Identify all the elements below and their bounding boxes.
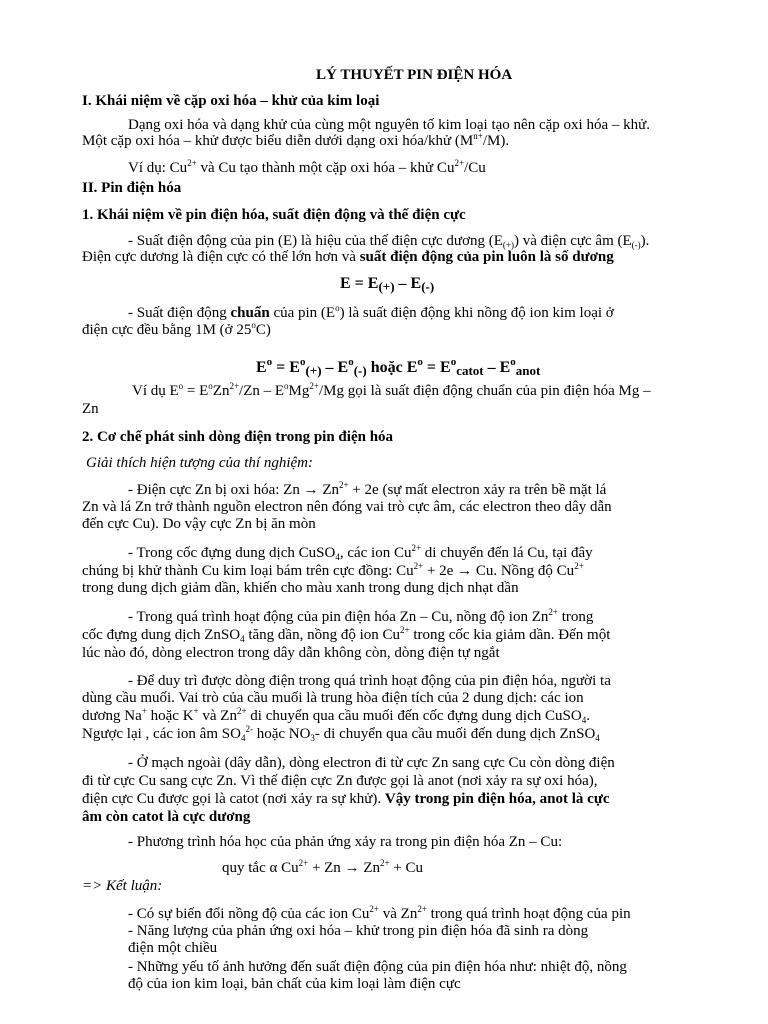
subsection-heading-2: 2. Cơ chế phát sinh dòng điện trong pin điện hóa bbox=[82, 429, 394, 445]
section-heading-1: I. Khái niệm về cặp oxi hóa – khử của kim loại bbox=[82, 93, 380, 109]
paragraph-line: cốc đựng dung dịch ZnSO$_4$ tăng dần, nồng độ ion $Cu^{2+}$ trong cốc kia giảm dần. Đến một bbox=[82, 625, 611, 644]
paragraph-line: - Trong cốc đựng dung dịch CuSO$_4$, các ion $Cu^{2+}$ di chuyển đến lá Cu, tại đây bbox=[128, 543, 593, 562]
conclusion-heading: => Kết luận: bbox=[82, 878, 163, 894]
example-line: Ví dụ $E^o = E^oZn^{2+}/Zn - E^oMg^{2+}/Mg$ gọi là suất điện động chuẩn của pin điện hóa Mg – bbox=[132, 381, 651, 399]
paragraph-line: - Điện cực Zn bị oxi hóa: $Zn \to Zn^{2+} + 2e$ (sự mất electron xảy ra trên bề mặt lá bbox=[128, 480, 607, 498]
paragraph-line: - Ở mạch ngoài (dây dẫn), dòng electron đi từ cực Zn sang cực Cu còn dòng điện bbox=[128, 755, 615, 771]
paragraph-line: Điện cực dương là điện cực có thế lớn hơn và suất điện động của pin luôn là số dương bbox=[82, 249, 614, 265]
conclusion-item: - Có sự biến đổi nồng độ của các ion $Cu^{2+}$ và $Zn^{2+}$ trong quá trình hoạt động của pin bbox=[128, 904, 631, 922]
paragraph-line: Dạng oxi hóa và dạng khử của cùng một nguyên tố kim loại tạo nên cặp oxi hóa – khử. bbox=[128, 117, 650, 133]
italic-intro: Giải thích hiện tượng của thí nghiệm: bbox=[86, 455, 313, 471]
conclusion-item: - Năng lượng của phản ứng oxi hóa – khử trong pin điện hóa đã sinh ra dòng bbox=[128, 923, 589, 939]
formula-emf: E = E(+) – E(-) bbox=[340, 275, 435, 294]
paragraph-line: âm còn catot là cực dương bbox=[82, 809, 251, 825]
paragraph-line: điện cực Cu được gọi là catot (nơi xảy ra sự khử). Vậy trong pin điện hóa, anot là cực bbox=[82, 791, 610, 807]
arrow-icon: → bbox=[457, 563, 473, 579]
paragraph-line: - Trong quá trình hoạt động của pin điện hóa Zn – Cu, nồng độ ion $Zn^{2+}$ trong bbox=[128, 607, 594, 625]
paragraph-line: trong dung dịch giảm dần, khiến cho màu xanh trong dung dịch nhạt dần bbox=[82, 580, 519, 596]
conclusion-item: điện một chiều bbox=[128, 940, 218, 956]
paragraph-line: dương Na+ hoặc K+ và $Zn^{2+}$ di chuyển qua cầu muối đến cốc đựng dung dịch CuSO$_4$. bbox=[82, 706, 590, 725]
paragraph-line: lúc nào đó, dòng electron trong dây dẫn không còn, dòng điện tự ngắt bbox=[82, 645, 500, 661]
arrow-icon: → bbox=[303, 482, 319, 498]
paragraph-line: Ngược lại , các ion âm $SO_4^{2-}$ hoặc $NO_3-$ di chuyển qua cầu muối đến dung dịch ZnSO$_4$ bbox=[82, 724, 600, 743]
paragraph-line: - Phương trình hóa học của phản ứng xảy ra trong pin điện hóa Zn – Cu: bbox=[128, 834, 563, 850]
conclusion-item: độ của ion kim loại, bản chất của kim loại làm điện cực bbox=[128, 976, 461, 992]
paragraph-line: dùng cầu muối. Vai trò của cầu muối là trung hòa điện tích của 2 dung dịch: các ion bbox=[82, 690, 584, 706]
paragraph-line: Một cặp oxi hóa – khử được biểu diễn dưới dạng oxi hóa/khử $(M^{n+}/M)$. bbox=[82, 131, 510, 149]
example-line: Ví dụ: $Cu^{2+}$ và Cu tạo thành một cặp oxi hóa – khử $Cu^{2+}/Cu$ bbox=[128, 158, 486, 176]
document-title: LÝ THUYẾT PIN ĐIỆN HÓA bbox=[316, 67, 513, 83]
paragraph-line: Zn và lá Zn trở thành nguồn electron nên đóng vai trò cực âm, các electron theo dây dẫn bbox=[82, 499, 612, 515]
reaction-equation: quy tắc α $Cu^{2+} + Zn \to Zn^{2+} + Cu$ bbox=[222, 858, 424, 876]
formula-standard-emf: $E^o = E^o(+) - E^o(-)$ hoặc $E^o$ = $E^ocatot$ – $E^oanot$ bbox=[256, 356, 541, 378]
subsection-heading-1: 1. Khái niệm về pin điện hóa, suất điện động và thế điện cực bbox=[82, 207, 466, 223]
conclusion-item: - Những yếu tố ảnh hưởng đến suất điện động của pin điện hóa như: nhiệt độ, nồng bbox=[128, 959, 627, 975]
paragraph-line: - Suất điện động của pin (E) là hiệu của thế điện cực dương $(E_{(+)})$ và điện cực âm $(E_{(-)})$. bbox=[128, 233, 650, 250]
paragraph-line: đến cực Cu). Do vậy cực Zn bị ăn mòn bbox=[82, 516, 316, 532]
arrow-icon: → bbox=[344, 860, 360, 876]
paragraph-line: điện cực đều bằng 1M (ở 25$^o$C) bbox=[82, 320, 271, 338]
section-heading-2: II. Pin điện hóa bbox=[82, 180, 182, 196]
paragraph-line: - Suất điện động chuẩn của pin $(E^o)$ là suất điện động khi nồng độ ion kim loại ở bbox=[128, 303, 614, 321]
paragraph-line: đi từ cực Cu sang cực Zn. Vì thế điện cực Zn được gọi là anot (nơi xảy ra sự oxi hóa), bbox=[82, 773, 598, 789]
example-line: Zn bbox=[82, 401, 99, 417]
paragraph-line: chúng bị khử thành Cu kim loại bám trên cực đồng: $Cu^{2+} + 2e \to Cu$. Nồng độ $Cu^{2+}$ bbox=[82, 561, 584, 579]
paragraph-line: - Để duy trì được dòng điện trong quá trình hoạt động của pin điện hóa, người ta bbox=[128, 673, 611, 689]
